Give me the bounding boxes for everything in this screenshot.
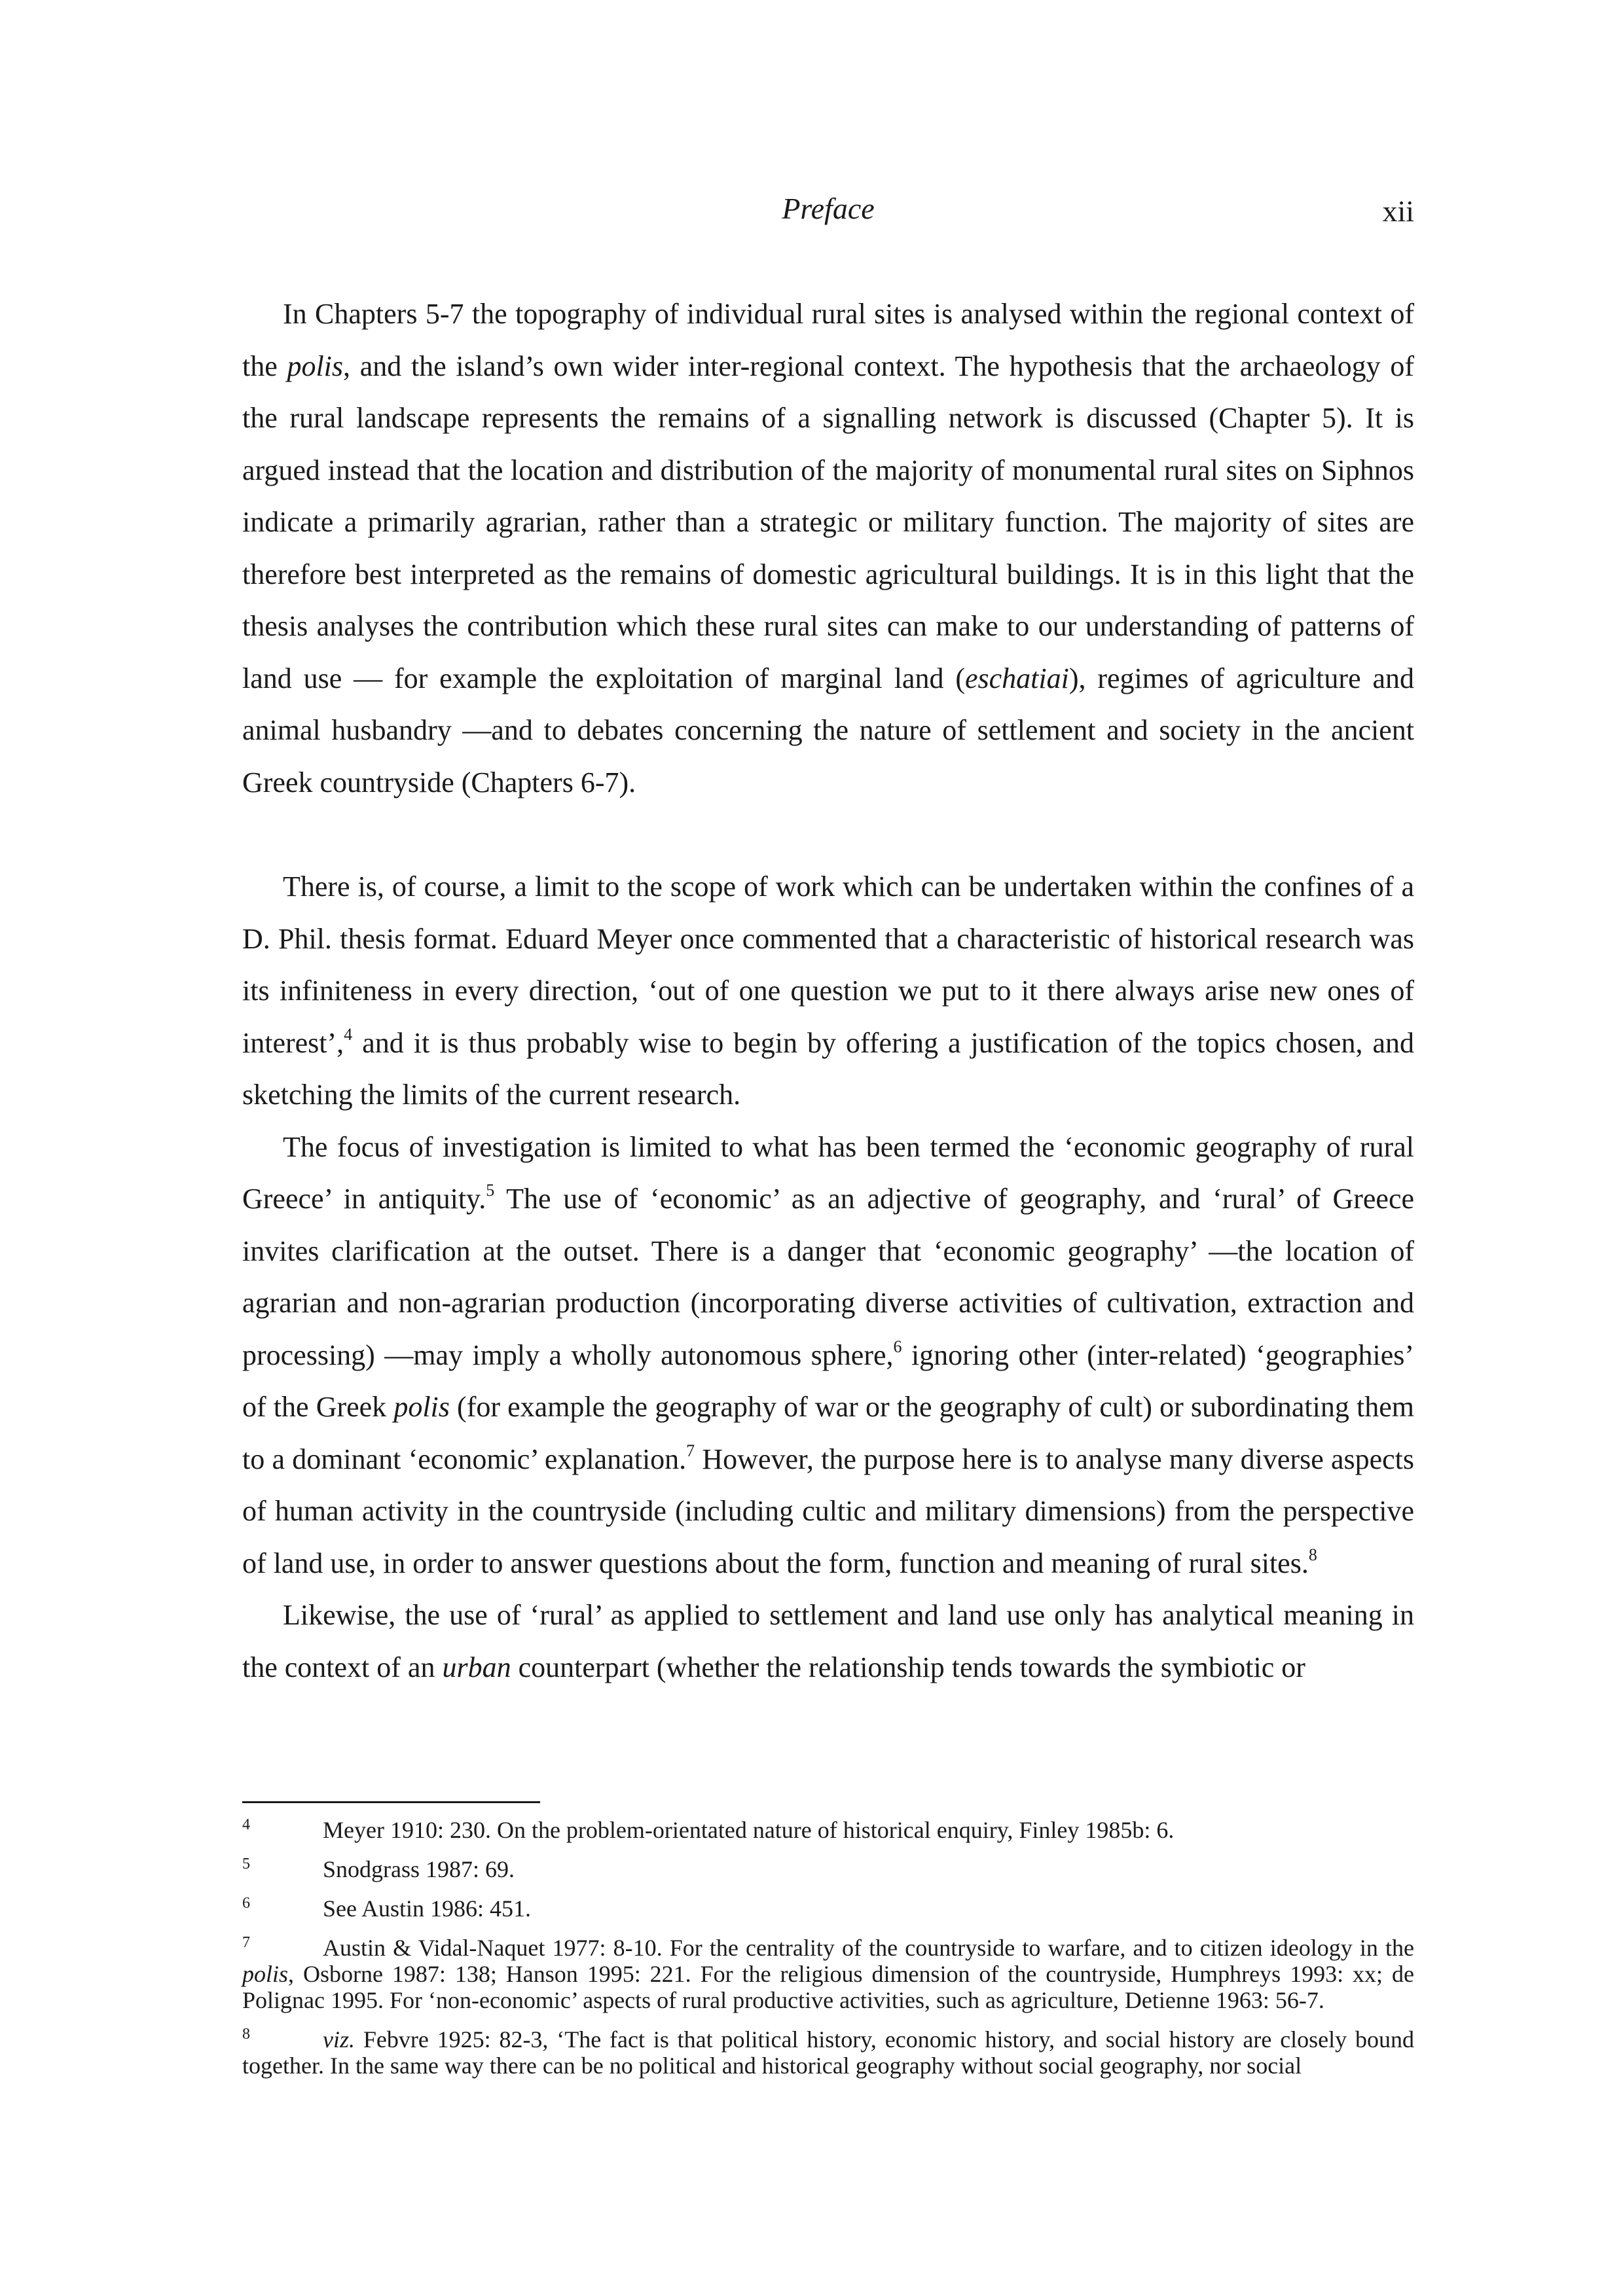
text-run: The focus of investigation is limited to what has been termed the ‘economic geography of rural Greece’ in antiquity. bbox=[242, 1130, 1414, 1215]
footnote-5 bbox=[242, 1856, 1414, 1882]
footnote-text: See Austin 1986: 451. bbox=[323, 1895, 532, 1922]
italic-term: polis bbox=[393, 1391, 450, 1423]
text-run: The use of ‘economic’ as an adjective of geography, and ‘rural’ of Greece invites clarification at the outset. There is a danger that ‘economic geography’ —the location of agrarian and non-agrarian production (incorporating diverse activities of cultivation, extraction and processing) —may imply a wholly autonomous sphere, bbox=[242, 1183, 1415, 1371]
footnote-4 bbox=[242, 1817, 1414, 1843]
text-run: counterpart (whether the relationship tends towards the symbiotic or bbox=[511, 1651, 1305, 1683]
footnote-number: 5 bbox=[242, 1856, 250, 1873]
text-run: There is, of course, a limit to the scope of work which can be undertaken within the confines of a D. Phil. thesis format. Eduard Meyer once commented that a characteristic of historical research was its infiniteness in every direction, ‘out of one question we put to it there always arise new ones of interest’, bbox=[242, 870, 1414, 1059]
footnote-7 bbox=[242, 1935, 1414, 2013]
footnote-text: Snodgrass 1987: 69. bbox=[323, 1856, 515, 1882]
text-run: Likewise, the use of ‘rural’ as applied to settlement and land use only has analytical meaning in the context of an bbox=[242, 1599, 1414, 1683]
footnote-separator bbox=[242, 1801, 540, 1803]
footnote-ref[interactable]: 6 bbox=[893, 1336, 902, 1356]
text-run: Febvre 1925: 82-3, ‘The fact is that political history, economic history, and social history are closely bound together. In the same way there can be no political and historical geography without social geography, nor social bbox=[242, 2026, 1414, 2079]
italic-term: eschatiai bbox=[964, 662, 1069, 694]
footnote-6 bbox=[242, 1895, 1414, 1922]
footnotes bbox=[242, 1817, 1414, 2092]
footnote-number: 7 bbox=[242, 1934, 250, 1951]
italic-term: urban bbox=[442, 1651, 511, 1683]
text-run: However, the purpose here is to analyse many diverse aspects of human activity in the countryside (including cultic and military dimensions) from the perspective of land use, in order to answer questions about the form, function and meaning of rural sites. bbox=[242, 1443, 1414, 1579]
paragraph-4 bbox=[242, 1589, 1414, 1693]
footnote-text bbox=[242, 2026, 1414, 2079]
text-run: , Osborne 1987: 138; Hanson 1995: 221. For the religious dimension of the countryside, Humphreys 1993: xx; de Polignac 1995. For ‘non-economic’ aspects of rural productive activities, such as agriculture, Detienne 1963: 56-7. bbox=[242, 1961, 1414, 2013]
page-number: xii bbox=[1382, 194, 1414, 228]
italic-term: polis bbox=[287, 350, 344, 382]
text-run: Austin & Vidal-Naquet 1977: 8-10. For the centrality of the countryside to warfare, and to citizen ideology in the bbox=[323, 1935, 1414, 1961]
footnote-8 bbox=[242, 2026, 1414, 2079]
footnote-text: Meyer 1910: 230. On the problem-orientated nature of historical enquiry, Finley 1985b: 6. bbox=[323, 1817, 1175, 1843]
footnote-number: 4 bbox=[242, 1816, 250, 1833]
text-run: (for example the geography of war or the geography of cult) or subordinating them to a dominant ‘economic’ explanation. bbox=[242, 1391, 1414, 1475]
text-run: , and the island’s own wider inter-regional context. The hypothesis that the archaeology of the rural landscape represents the remains of a signalling network is discussed (Chapter 5). It is argued instead that the location and distribution of the majority of monumental rural sites on Siphnos indicate a primarily agrarian, rather than a strategic or military function. The majority of sites are therefore best interpreted as the remains of domestic agricultural buildings. It is in this light that the thesis analyses the contribution which these rural sites can make to our understanding of patterns of land use — for example the exploitation of marginal land ( bbox=[242, 350, 1414, 694]
footnote-number: 8 bbox=[242, 2026, 250, 2043]
paragraph-1 bbox=[242, 288, 1414, 808]
text-run: ignoring other (inter-related) ‘geographies’ of the Greek bbox=[242, 1338, 1415, 1423]
text-run: In Chapters 5-7 the topography of individual rural sites is analysed within the regional context of the bbox=[242, 298, 1414, 382]
running-title: Preface bbox=[782, 192, 875, 225]
running-head bbox=[242, 191, 1414, 237]
body-text bbox=[242, 288, 1414, 1693]
footnote-number: 6 bbox=[242, 1895, 250, 1912]
footnote-ref[interactable]: 7 bbox=[686, 1441, 695, 1460]
italic-term: polis bbox=[242, 1961, 289, 1987]
text-run: ), regimes of agriculture and animal husbandry —and to debates concerning the nature of settlement and society in the ancient Greek countryside (Chapters 6-7). bbox=[242, 662, 1414, 798]
paragraph-3 bbox=[242, 1121, 1414, 1590]
italic-term: viz. bbox=[323, 2026, 355, 2053]
footnote-ref[interactable]: 4 bbox=[344, 1024, 353, 1044]
paragraph-2 bbox=[242, 861, 1414, 1121]
footnote-ref[interactable]: 8 bbox=[1308, 1545, 1317, 1564]
text-run: and it is thus probably wise to begin by offering a justification of the topics chosen, and sketching the limits of the current research. bbox=[242, 1026, 1414, 1111]
footnote-ref[interactable]: 5 bbox=[486, 1181, 495, 1200]
footnote-text bbox=[242, 1935, 1414, 2013]
